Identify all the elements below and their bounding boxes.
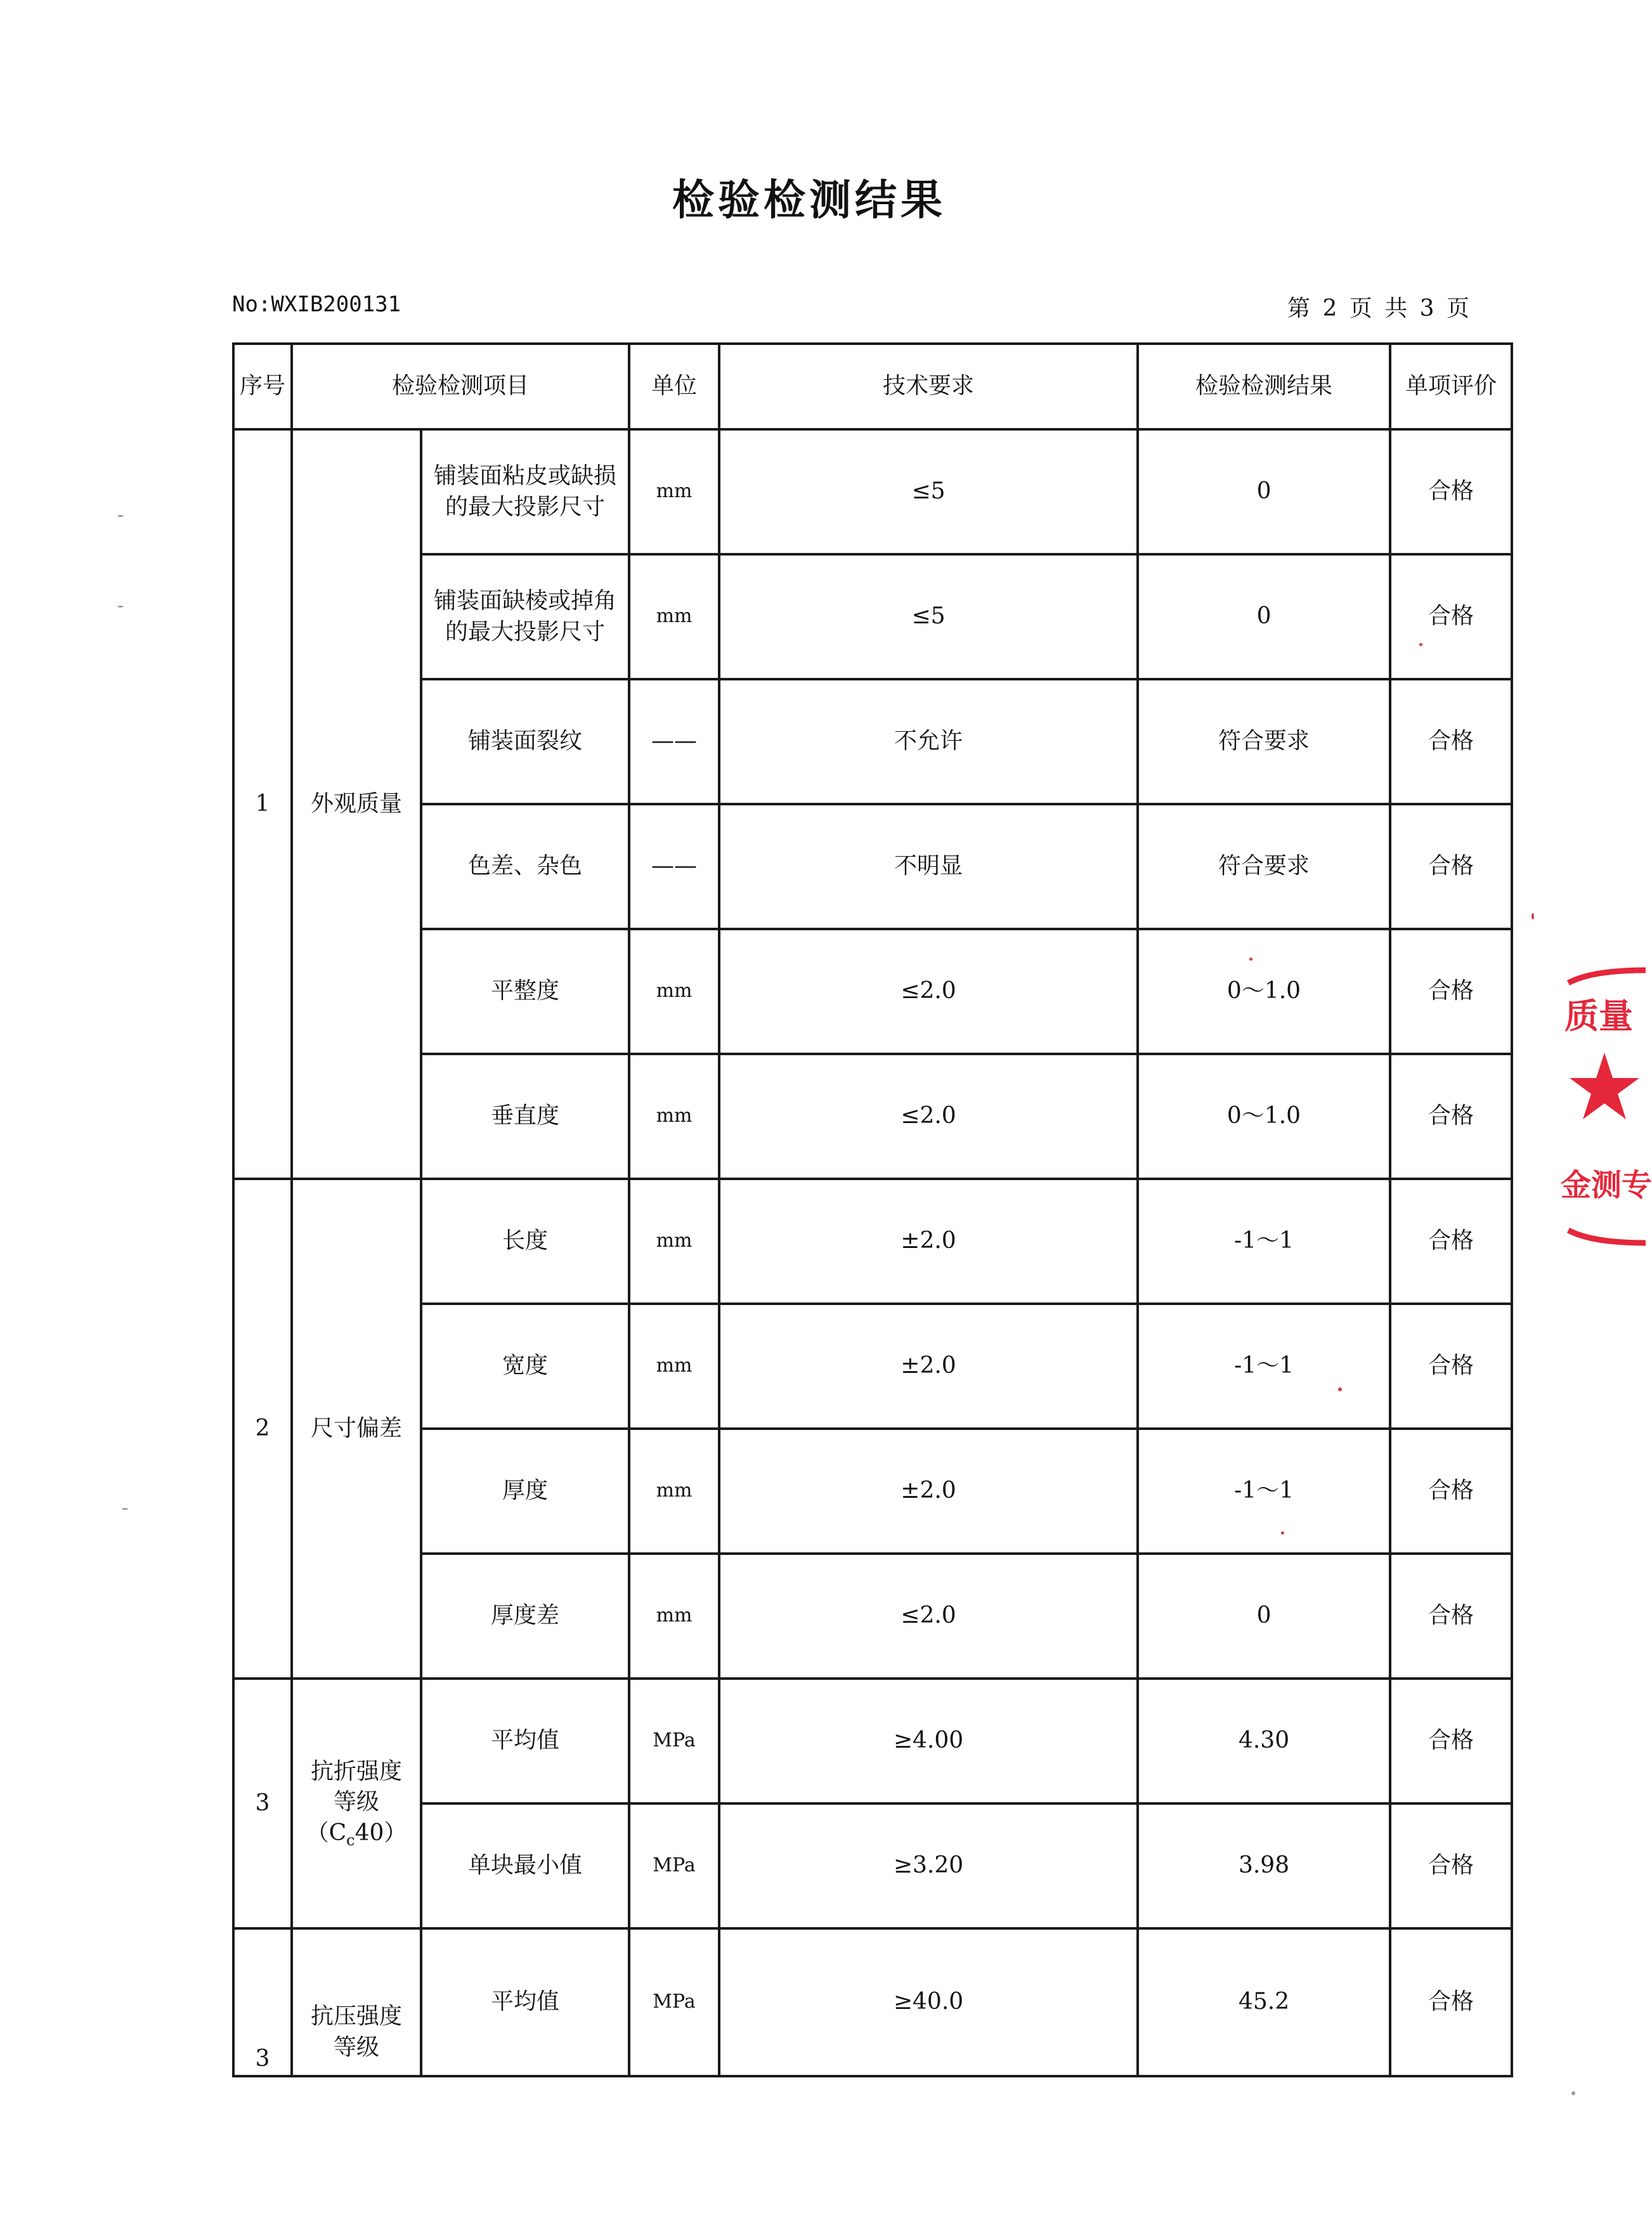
grade-prefix: （C: [306, 1819, 347, 1846]
item-result: 0～1.0: [1138, 929, 1390, 1054]
table-row: [233, 1679, 1512, 1803]
item-name: 铺装面缺棱或掉角的最大投影尺寸: [421, 554, 629, 679]
table-row: [233, 1803, 1512, 1928]
item-evaluation: 合格: [1390, 1679, 1512, 1803]
item-result: 45.2: [1138, 1928, 1390, 2076]
header-requirement: 技术要求: [719, 344, 1138, 429]
table-row: [233, 1429, 1512, 1554]
grade-suffix: 40）: [354, 1819, 407, 1846]
scan-speck: [1571, 2091, 1575, 2095]
document-number: No:WXIB200131: [232, 292, 401, 317]
item-name: 厚度差: [421, 1554, 629, 1679]
group-name-line2: 等级: [333, 1789, 379, 1816]
item-name: 长度: [421, 1179, 629, 1304]
table-row: [233, 429, 1512, 554]
scan-speck: [1249, 958, 1252, 961]
table-row: [233, 1554, 1512, 1679]
item-evaluation: 合格: [1390, 1054, 1512, 1179]
item-name: 单块最小值: [421, 1803, 629, 1928]
header-unit: 单位: [629, 344, 719, 429]
item-result: -1～1: [1138, 1179, 1390, 1304]
seal-text-bottom: 金测专: [1561, 1167, 1652, 1203]
item-result: 0: [1138, 554, 1390, 679]
table-row: [233, 929, 1512, 1054]
scan-speck: [1419, 643, 1422, 646]
page-indicator: 第 2 页 共 3 页: [1287, 296, 1473, 322]
item-result: 符合要求: [1138, 679, 1390, 804]
group-seq: 3: [233, 1679, 292, 1928]
group-name: [292, 1679, 421, 1928]
item-result: 0: [1138, 429, 1390, 554]
item-evaluation: 合格: [1390, 1928, 1512, 2076]
item-requirement: ≤2.0: [719, 1554, 1138, 1679]
group-seq: 2: [233, 1179, 292, 1679]
item-unit: MPa: [629, 1679, 719, 1803]
item-name: 铺装面裂纹: [421, 679, 629, 804]
scan-speck: [1532, 913, 1534, 919]
item-requirement: 不允许: [719, 679, 1138, 804]
item-name: 平均值: [421, 1928, 629, 2076]
item-unit: mm: [629, 1054, 719, 1179]
item-unit: ——: [629, 804, 719, 929]
scan-speck: [1281, 1531, 1284, 1535]
group-name: 外观质量: [292, 429, 421, 1179]
item-name: 垂直度: [421, 1054, 629, 1179]
item-name: 色差、杂色: [421, 804, 629, 929]
item-evaluation: 合格: [1390, 804, 1512, 929]
group-seq-text: 3: [255, 2046, 270, 2072]
group-name-line1: 抗折强度: [310, 1758, 402, 1784]
item-unit: MPa: [629, 1928, 719, 2076]
item-result: -1～1: [1138, 1429, 1390, 1554]
item-requirement: ≤2.0: [719, 1054, 1138, 1179]
group-seq: 1: [233, 429, 292, 1179]
scan-speck: [1338, 1387, 1342, 1391]
table-row: [233, 1179, 1512, 1304]
page-title: 检验检测结果: [672, 176, 946, 224]
item-evaluation: 合格: [1390, 429, 1512, 554]
group-name-line2: 等级: [333, 2034, 379, 2060]
header-seq: 序号: [233, 344, 292, 429]
header-evaluation: 单项评价: [1390, 344, 1512, 429]
table-row: [233, 1304, 1512, 1429]
seal-star-icon: [1570, 1053, 1639, 1119]
item-requirement: ≤5: [719, 429, 1138, 554]
item-result: -1～1: [1138, 1304, 1390, 1429]
results-table-frame: [232, 342, 1511, 2072]
item-name: 厚度: [421, 1429, 629, 1554]
results-table: [232, 342, 1513, 2077]
inspection-seal: [1557, 964, 1652, 1249]
item-requirement: ±2.0: [719, 1304, 1138, 1429]
scan-speck: [122, 1508, 128, 1510]
item-evaluation: 合格: [1390, 554, 1512, 679]
item-evaluation: 合格: [1390, 1179, 1512, 1304]
table-row: [233, 1054, 1512, 1179]
item-name: 铺装面粘皮或缺损的最大投影尺寸: [421, 429, 629, 554]
seal-text-top: 质量: [1564, 996, 1633, 1036]
item-unit: ——: [629, 679, 719, 804]
item-evaluation: 合格: [1390, 929, 1512, 1054]
scan-speck: [117, 606, 124, 607]
item-unit: mm: [629, 554, 719, 679]
table-row: [233, 1928, 1512, 2076]
group-name-line1: 抗压强度: [310, 2003, 402, 2030]
item-requirement: ±2.0: [719, 1429, 1138, 1554]
item-unit: mm: [629, 1304, 719, 1429]
item-evaluation: 合格: [1390, 679, 1512, 804]
item-name: 平均值: [421, 1679, 629, 1803]
item-unit: mm: [629, 1429, 719, 1554]
group-name: 尺寸偏差: [292, 1179, 421, 1679]
table-header-row: [233, 344, 1512, 429]
item-unit: MPa: [629, 1803, 719, 1928]
item-evaluation: 合格: [1390, 1304, 1512, 1429]
table-row: [233, 679, 1512, 804]
item-result: 0～1.0: [1138, 1054, 1390, 1179]
item-requirement: 不明显: [719, 804, 1138, 929]
item-requirement: ≥4.00: [719, 1679, 1138, 1803]
item-requirement: ≤5: [719, 554, 1138, 679]
header-result: 检验检测结果: [1138, 344, 1390, 429]
header-item: 检验检测项目: [292, 344, 629, 429]
item-name: 宽度: [421, 1304, 629, 1429]
group-seq: [233, 1928, 292, 2076]
item-evaluation: 合格: [1390, 1429, 1512, 1554]
item-result: 3.98: [1138, 1803, 1390, 1928]
item-evaluation: 合格: [1390, 1554, 1512, 1679]
item-result: 4.30: [1138, 1679, 1390, 1803]
item-requirement: ≥40.0: [719, 1928, 1138, 2076]
item-requirement: ±2.0: [719, 1179, 1138, 1304]
item-result: 0: [1138, 1554, 1390, 1679]
item-requirement: ≥3.20: [719, 1803, 1138, 1928]
grade-subscript: c: [346, 1831, 355, 1849]
group-grade: [297, 1818, 416, 1851]
table-row: [233, 804, 1512, 929]
item-evaluation: 合格: [1390, 1803, 1512, 1928]
item-result: 符合要求: [1138, 804, 1390, 929]
item-unit: mm: [629, 1179, 719, 1304]
table-row: [233, 554, 1512, 679]
item-name: 平整度: [421, 929, 629, 1054]
item-requirement: ≤2.0: [719, 929, 1138, 1054]
scan-speck: [117, 515, 124, 517]
item-unit: mm: [629, 1554, 719, 1679]
item-unit: mm: [629, 929, 719, 1054]
group-name: [292, 1928, 421, 2076]
item-unit: mm: [629, 429, 719, 554]
